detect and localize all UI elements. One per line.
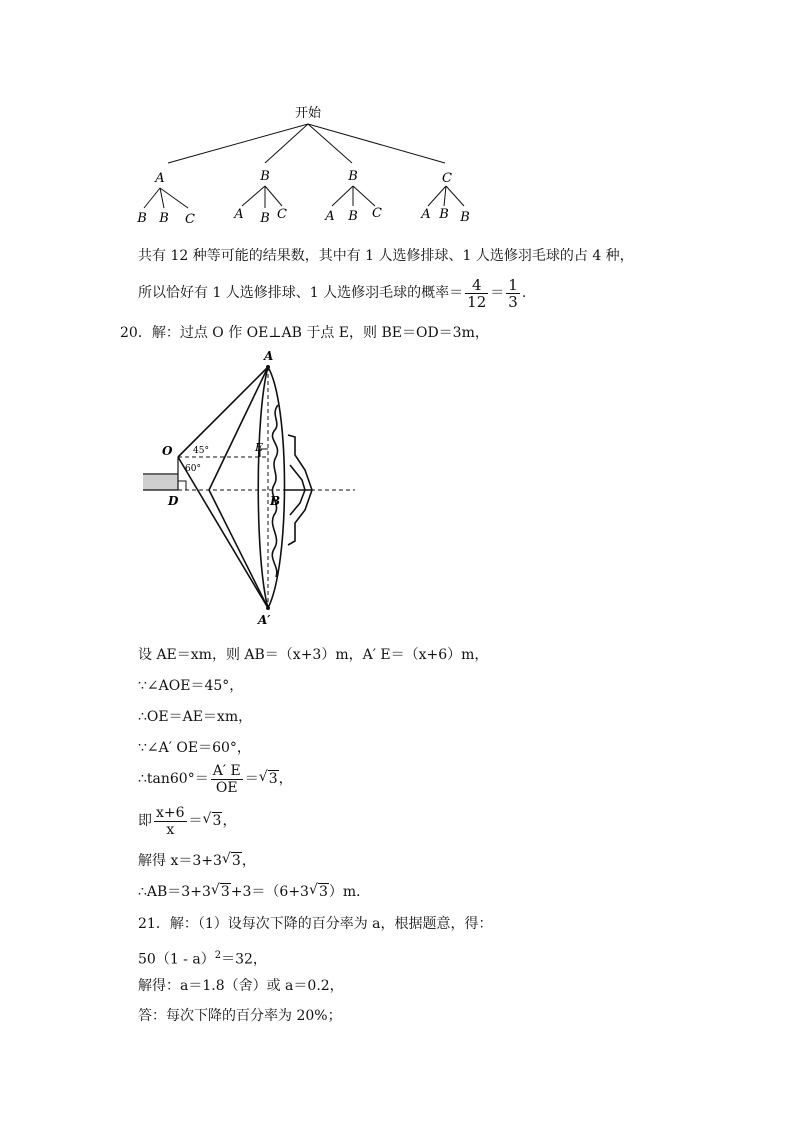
q20-s8-rad1: 3 xyxy=(220,884,230,900)
q21-s2-sup: 2 xyxy=(214,950,222,961)
q21-s2-post: ＝32， xyxy=(221,951,267,968)
q21-s2-pre: 50（1 - a） xyxy=(138,951,215,968)
q20-s5-frac xyxy=(211,763,243,796)
tree-l2-2-0: A xyxy=(325,209,335,224)
q20-s5-sqrt: √ 3 xyxy=(258,769,278,787)
q20-s1: 设 AE＝xm，则 AB＝（x+3）m，A′ E＝（x+6）m， xyxy=(138,647,489,663)
q20-s6-rad: 3 xyxy=(212,813,222,829)
tree-l2-0-0: B xyxy=(137,211,147,226)
fig-label-b: B xyxy=(270,494,281,508)
q20-s6-pre: 即 xyxy=(138,813,152,829)
q19-frac2-den: 3 xyxy=(508,292,518,311)
q19-frac2 xyxy=(506,277,520,310)
q20-s3: ∴OE＝AE＝xm， xyxy=(138,709,253,725)
q19-end: . xyxy=(521,285,527,301)
q20-s5-pre: ∴tan60°＝ xyxy=(138,771,209,787)
q21-s2 xyxy=(138,946,267,970)
q20-s6-frac xyxy=(154,805,187,838)
q19-frac2-num: 1 xyxy=(508,275,518,294)
q20-s6-num: x+6 xyxy=(156,804,185,821)
fig-label-e: E xyxy=(255,441,264,454)
q20-s5 xyxy=(138,762,293,796)
tree-l1-2: B xyxy=(348,169,358,184)
q20-s5-end: ， xyxy=(278,771,293,787)
q21-s3: 解得：a＝1.8（舍）或 a＝0.2， xyxy=(138,978,344,994)
q21-s4: 答：每次下降的百分率为 20%； xyxy=(138,1008,342,1024)
q20-s5-den: OE xyxy=(215,779,238,796)
q19-frac1-num: 4 xyxy=(465,277,488,294)
q19-eq: ＝ xyxy=(490,285,505,301)
q20-s8-sqrt2: √ 3 xyxy=(308,882,328,900)
tree-l1-0: A xyxy=(155,171,165,186)
tree-l2-3-1: B xyxy=(439,207,449,222)
tree-l2-1-2: C xyxy=(277,207,287,222)
tree-l2-0-2: C xyxy=(185,212,195,227)
tree-l1-3: C xyxy=(442,171,452,186)
fig-label-a-prime: A′ xyxy=(258,613,271,627)
tree-l2-2-2: C xyxy=(372,206,382,221)
q20-s5-num: A′ E xyxy=(212,762,241,779)
fig-label-o: O xyxy=(162,444,173,458)
q20-s6-eq: ＝ xyxy=(188,813,203,829)
q20-s6-end: ， xyxy=(222,813,237,829)
q20-heading: 20．解：过点 O 作 OE⊥AB 于点 E，则 BE＝OD＝3m， xyxy=(120,325,489,341)
q20-s5-eq: ＝ xyxy=(244,771,259,787)
fig-label-d: D xyxy=(168,494,179,508)
q20-s8 xyxy=(138,882,370,902)
tree-diagram xyxy=(130,100,490,230)
q20-figure xyxy=(140,345,365,630)
q20-s7-end: ， xyxy=(241,853,256,869)
q20-s8-sqrt1: √ 3 xyxy=(210,882,230,900)
tree-l1-1: B xyxy=(260,169,270,184)
q20-s2: ∵∠AOE＝45°， xyxy=(138,678,244,694)
fig-angle-45: 45° xyxy=(193,446,209,456)
tree-l2-2-1: B xyxy=(348,209,358,224)
q20-s5-rad: 3 xyxy=(268,771,278,787)
q19-frac1 xyxy=(465,277,488,310)
fig-label-a: A xyxy=(264,349,274,363)
q20-s6-den: x xyxy=(166,821,175,838)
q20-s8-rad2: 3 xyxy=(318,884,328,900)
tree-l2-3-0: A xyxy=(421,207,431,222)
q20-s7 xyxy=(138,851,256,871)
q20-s8-pre: ∴AB＝3+3 xyxy=(138,884,211,900)
tree-root: 开始 xyxy=(294,106,322,121)
q20-s8-end: ）m． xyxy=(328,884,371,900)
q19-frac1-den: 12 xyxy=(467,292,487,311)
tree-l2-0-1: B xyxy=(159,211,169,226)
q19-line2 xyxy=(138,276,526,310)
tree-l2-1-0: A xyxy=(234,207,244,222)
q20-s7-rad: 3 xyxy=(231,853,241,869)
tree-l2-1-1: B xyxy=(260,211,270,226)
q20-s7-pre: 解得 x＝3+3 xyxy=(138,853,222,869)
q20-s6-sqrt: √ 3 xyxy=(202,811,222,829)
q20-s7-sqrt: √ 3 xyxy=(221,851,241,869)
q20-s8-mid: +3＝（6+3 xyxy=(230,884,309,900)
q20-s4: ∵∠A′ OE＝60°， xyxy=(138,740,251,756)
q20-s6 xyxy=(138,804,236,838)
fig-angle-60: 60° xyxy=(185,464,201,474)
tree-l2-3-2: B xyxy=(460,210,470,225)
q21-s1: 21．解：（1）设每次下降的百分率为 a，根据题意，得： xyxy=(138,916,493,932)
q19-line2-pre: 所以恰好有 1 人选修排球、1 人选修羽毛球的概率＝ xyxy=(138,285,464,301)
q19-line1: 共有 12 种等可能的结果数，其中有 1 人选修排球、1 人选修羽毛球的占 4 种， xyxy=(138,248,634,264)
